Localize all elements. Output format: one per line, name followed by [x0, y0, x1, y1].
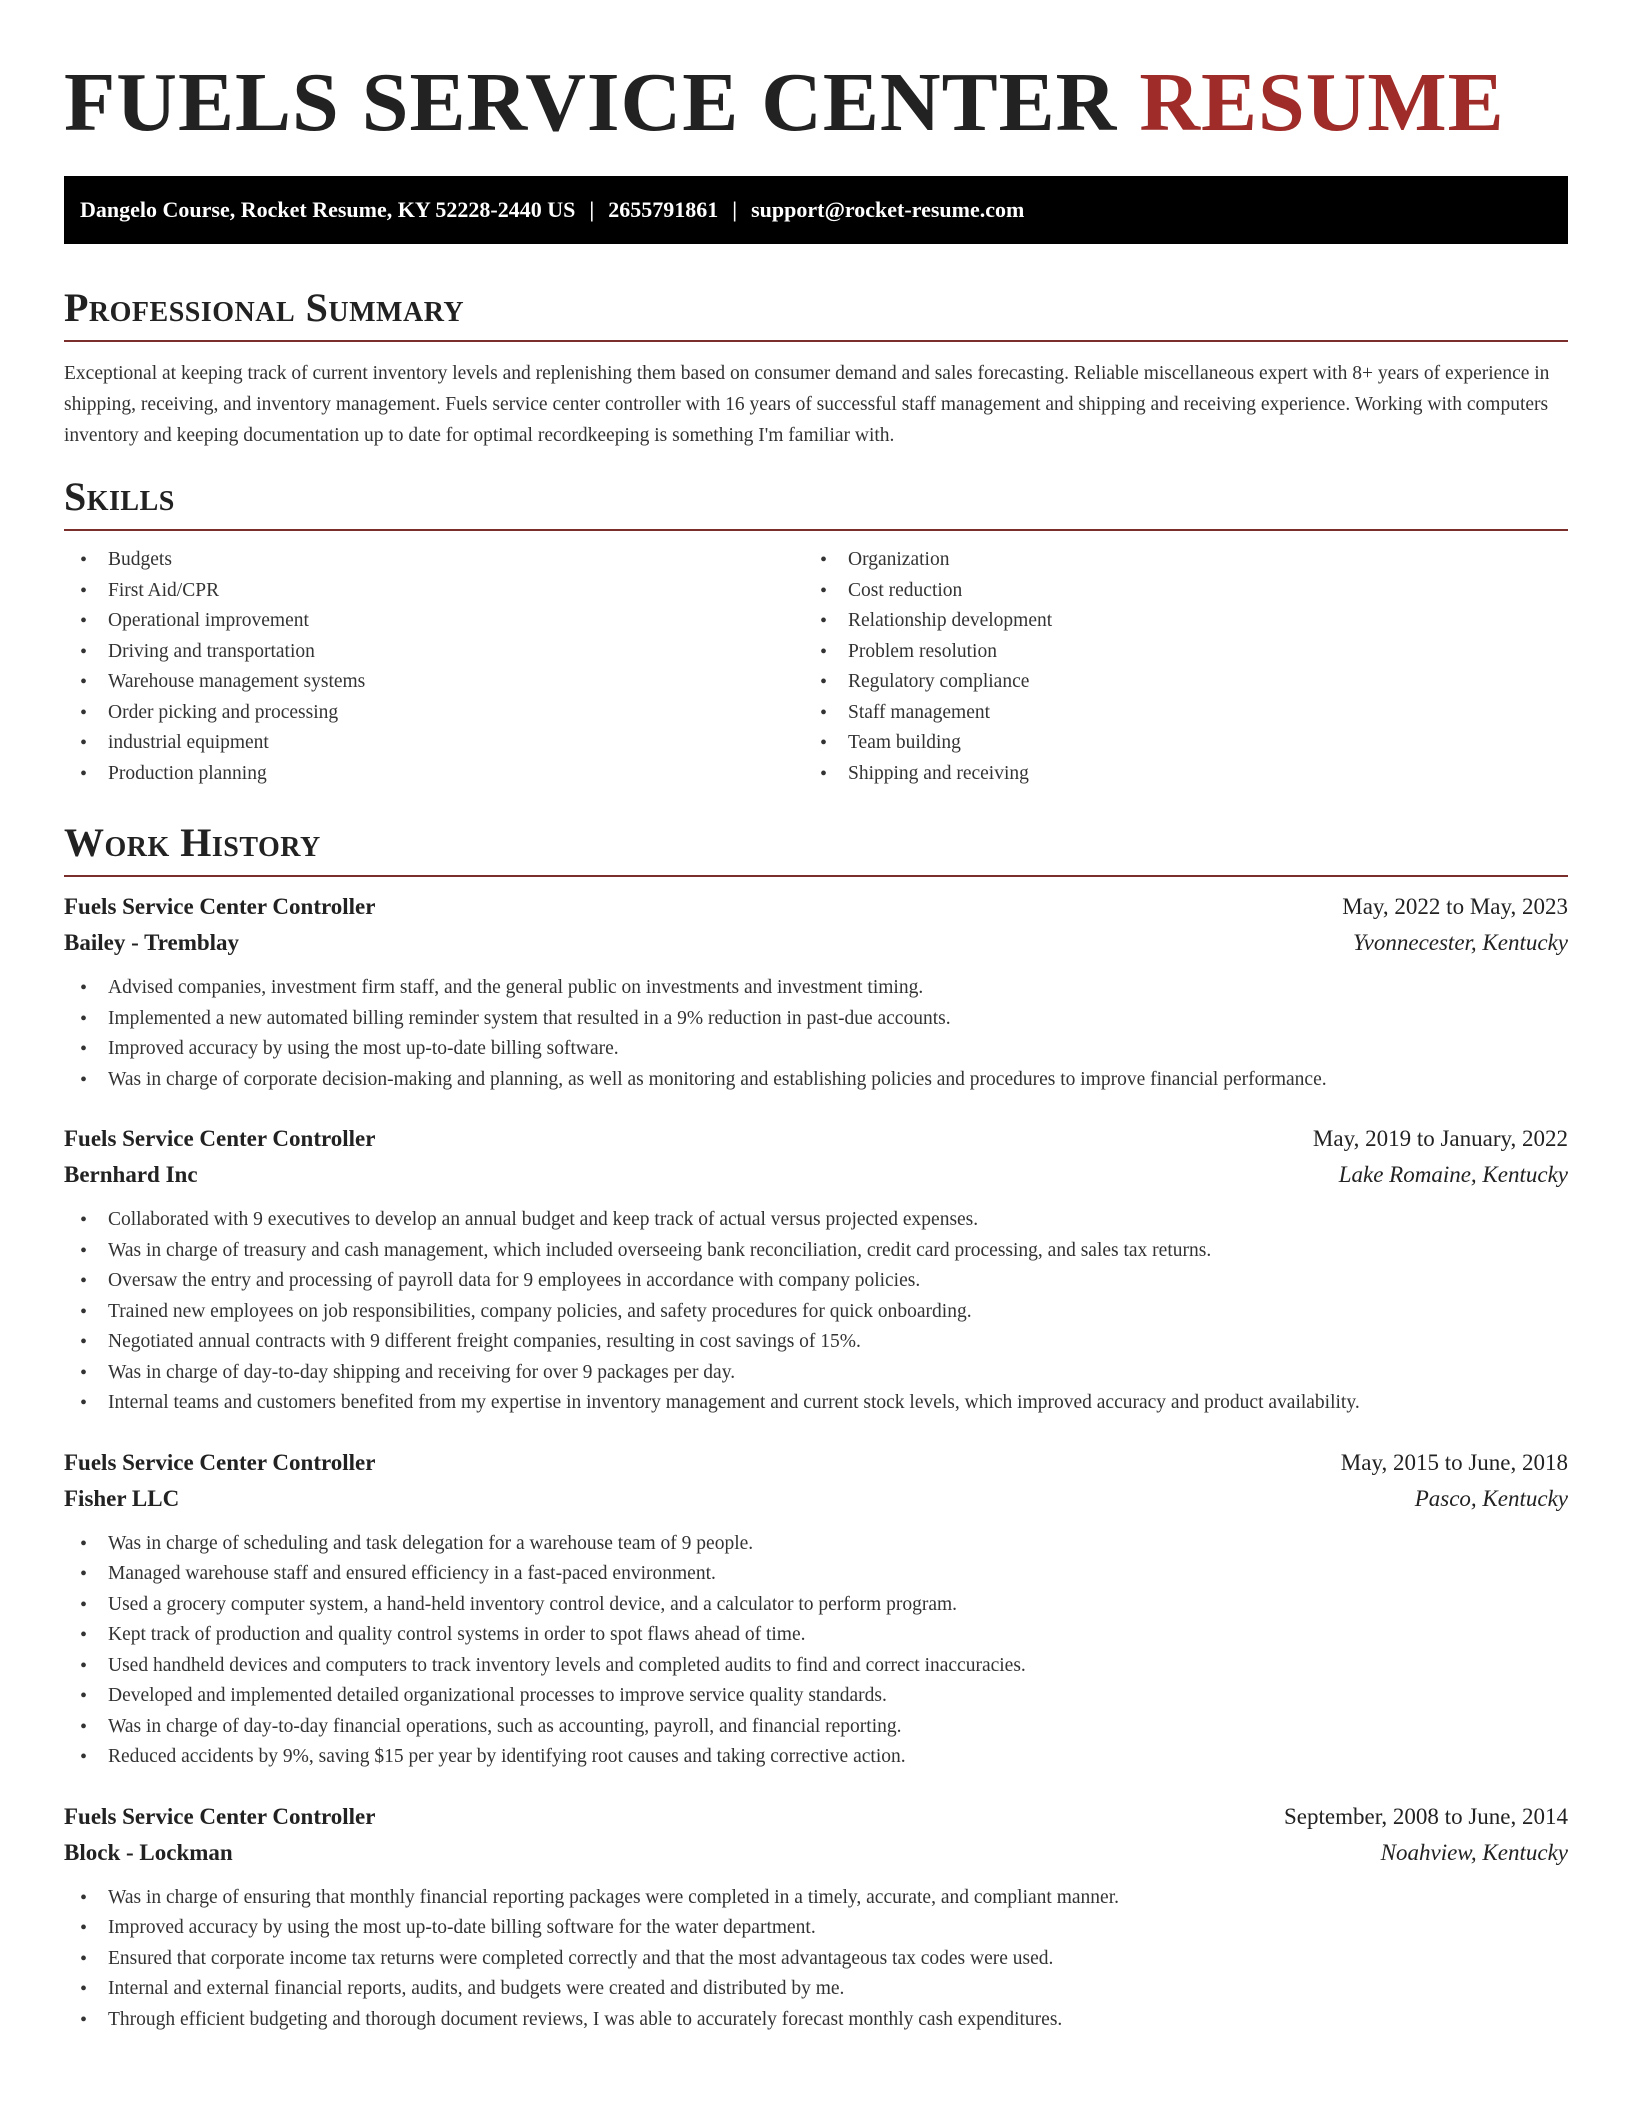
job-duty: • Used handheld devices and computers to track inventory levels and completed audits to find and correct inaccuracies.: [64, 1651, 1568, 1682]
job-location: Noahview, Kentucky: [1380, 1839, 1568, 1865]
job-entry: [64, 1121, 1568, 1419]
job-title: Fuels Service Center Controller: [64, 1803, 376, 1829]
job-company: Block - Lockman: [64, 1839, 233, 1865]
skills-heading: Skills: [64, 474, 175, 519]
job-dates: May, 2015 to June, 2018: [1340, 1449, 1568, 1475]
job-entry: [64, 1799, 1568, 2036]
job-company-row: [64, 1157, 1568, 1193]
job-title: Fuels Service Center Controller: [64, 894, 376, 919]
job-duties: [64, 1529, 1568, 1773]
work-history-heading: Work History: [64, 820, 321, 865]
skill-item: • Relationship development: [804, 606, 1544, 637]
job-duty: • Internal and external financial reports, audits, and budgets were created and distributed by me.: [64, 1974, 1568, 2005]
skill-item: • Driving and transportation: [64, 637, 804, 668]
job-duty: • Was in charge of ensuring that monthly financial reporting packages were completed in a timely, accurate, and compliant manner.: [64, 1883, 1568, 1914]
skills-columns: [64, 545, 1568, 789]
skills-right-column: [804, 545, 1544, 789]
skill-item: • Staff management: [804, 698, 1544, 729]
job-dates: May, 2022 to May, 2023: [1342, 894, 1568, 919]
job-header-row: [64, 1799, 1568, 1835]
section-divider: [64, 529, 1568, 531]
job-duty: • Improved accuracy by using the most up-to-date billing software.: [64, 1034, 1568, 1065]
job-duties: [64, 1883, 1568, 2036]
job-company: Fisher LLC: [64, 1485, 180, 1511]
job-duty: • Through efficient budgeting and thorough document reviews, I was able to accurately forecast monthly cash expenditures.: [64, 2005, 1568, 2036]
job-duty: • Used a grocery computer system, a hand-held inventory control device, and a calculator to perform program.: [64, 1590, 1568, 1621]
job-title: Fuels Service Center Controller: [64, 1449, 376, 1475]
job-entry: [64, 1445, 1568, 1773]
job-duty: • Trained new employees on job responsibilities, company policies, and safety procedures for quick onboarding.: [64, 1297, 1568, 1328]
job-duty: • Was in charge of scheduling and task delegation for a warehouse team of 9 people.: [64, 1529, 1568, 1560]
job-company-row: [64, 1481, 1568, 1517]
skill-item: • industrial equipment: [64, 728, 804, 759]
contact-address: Dangelo Course, Rocket Resume, KY 52228-2440 US: [80, 197, 576, 222]
section-divider: [64, 340, 1568, 342]
job-duty: • Collaborated with 9 executives to develop an annual budget and keep track of actual versus projected expenses.: [64, 1205, 1568, 1236]
job-duty: • Developed and implemented detailed organizational processes to improve service quality standards.: [64, 1681, 1568, 1712]
job-duty: • Managed warehouse staff and ensured efficiency in a fast-paced environment.: [64, 1559, 1568, 1590]
job-duty: • Kept track of production and quality control systems in order to spot flaws ahead of time.: [64, 1620, 1568, 1651]
job-header-row: [64, 1121, 1568, 1157]
job-duty: • Reduced accidents by 9%, saving $15 per year by identifying root causes and taking corrective action.: [64, 1742, 1568, 1773]
job-company-row: [64, 1835, 1568, 1871]
contact-separator: |: [732, 197, 738, 222]
work-history-section: [64, 819, 1568, 2035]
job-company-row: [64, 925, 1568, 961]
contact-phone: 2655791861: [608, 197, 719, 222]
job-dates: May, 2019 to January, 2022: [1312, 1126, 1568, 1151]
job-duty: • Was in charge of day-to-day financial operations, such as accounting, payroll, and financial reporting.: [64, 1712, 1568, 1743]
job-duty: • Was in charge of day-to-day shipping and receiving for over 9 packages per day.: [64, 1358, 1568, 1389]
contact-separator: |: [589, 197, 595, 222]
title-main: FUELS SERVICE CENTER: [64, 56, 1118, 149]
job-location: Pasco, Kentucky: [1414, 1485, 1568, 1511]
job-duties: [64, 973, 1568, 1095]
skill-item: • First Aid/CPR: [64, 576, 804, 607]
contact-email: support@rocket-resume.com: [751, 197, 1025, 222]
job-header-row: [64, 1445, 1568, 1481]
job-duty: • Oversaw the entry and processing of payroll data for 9 employees in accordance with company policies.: [64, 1266, 1568, 1297]
job-duty: • Improved accuracy by using the most up-to-date billing software for the water department.: [64, 1913, 1568, 1944]
skill-item: • Team building: [804, 728, 1544, 759]
skill-item: • Order picking and processing: [64, 698, 804, 729]
job-dates: September, 2008 to June, 2014: [1284, 1803, 1568, 1829]
resume-title: [64, 0, 1568, 176]
skills-left-column: [64, 545, 804, 789]
job-duty: • Was in charge of treasury and cash management, which included overseeing bank reconciliation, credit card processing, and sales tax returns.: [64, 1236, 1568, 1267]
job-company: Bernhard Inc: [64, 1162, 198, 1187]
skill-item: • Operational improvement: [64, 606, 804, 637]
job-duty: • Internal teams and customers benefited from my expertise in inventory management and current stock levels, which improved accuracy and product availability.: [64, 1388, 1568, 1419]
job-duty: • Implemented a new automated billing reminder system that resulted in a 9% reduction in past-due accounts.: [64, 1004, 1568, 1035]
summary-text: Exceptional at keeping track of current inventory levels and replenishing them based on consumer demand and sales forecasting. Reliable miscellaneous expert with 8+ years of experience in shipping, receiving, and inventory management. Fuels service center controller with 16 years of successful staff management and shipping and receiving experience. Working with computers inventory and keeping documentation up to date for optimal recordkeeping is something I'm familiar with.: [64, 363, 1550, 446]
skill-item: • Budgets: [64, 545, 804, 576]
skill-item: • Production planning: [64, 759, 804, 790]
job-duties: [64, 1205, 1568, 1419]
summary-heading: Professional Summary: [64, 285, 465, 330]
job-location: Lake Romaine, Kentucky: [1338, 1162, 1568, 1187]
job-duty: • Ensured that corporate income tax returns were completed correctly and that the most advantageous tax codes were used.: [64, 1944, 1568, 1975]
skill-item: • Cost reduction: [804, 576, 1544, 607]
skill-item: • Warehouse management systems: [64, 667, 804, 698]
skills-section: [64, 473, 1568, 789]
title-accent: RESUME: [1139, 56, 1505, 149]
contact-bar: [64, 176, 1568, 244]
skill-item: • Shipping and receiving: [804, 759, 1544, 790]
skill-item: • Organization: [804, 545, 1544, 576]
job-header-row: [64, 889, 1568, 925]
job-company: Bailey - Tremblay: [64, 930, 240, 955]
job-duty: • Advised companies, investment firm staff, and the general public on investments and investment timing.: [64, 973, 1568, 1004]
summary-section: [64, 284, 1568, 451]
skill-item: • Problem resolution: [804, 637, 1544, 668]
skill-item: • Regulatory compliance: [804, 667, 1544, 698]
job-duty: • Was in charge of corporate decision-making and planning, as well as monitoring and establishing policies and procedures to improve financial performance.: [64, 1065, 1568, 1096]
job-location: Yvonnecester, Kentucky: [1352, 930, 1568, 955]
job-duty: • Negotiated annual contracts with 9 different freight companies, resulting in cost savings of 15%.: [64, 1327, 1568, 1358]
job-entry: [64, 889, 1568, 1095]
section-divider: [64, 875, 1568, 877]
job-title: Fuels Service Center Controller: [64, 1126, 376, 1151]
